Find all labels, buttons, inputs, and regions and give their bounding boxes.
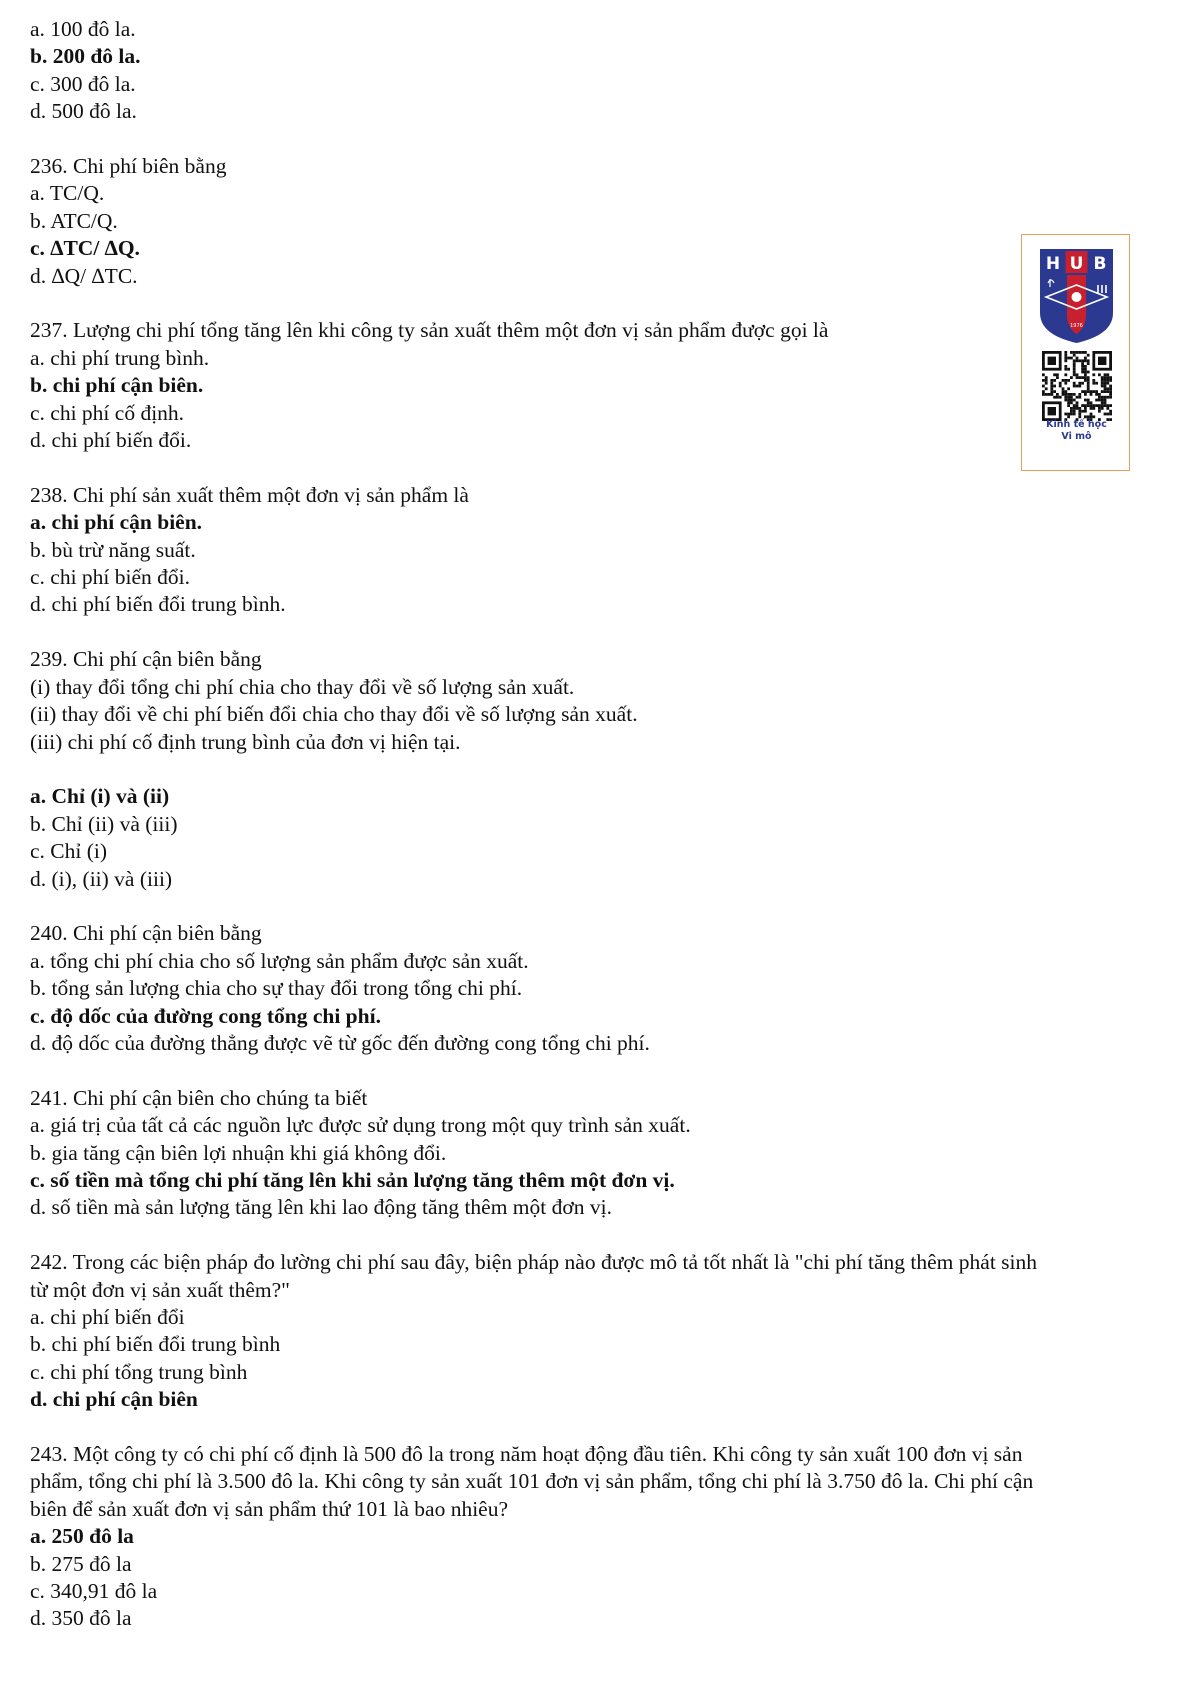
question-stem: 239. Chi phí cận biên bằng [30, 647, 262, 672]
question-stem-line: (i) thay đổi tổng chi phí chia cho thay đổi về số lượng sản xuất. [30, 674, 575, 699]
hub-logo-card [1021, 234, 1130, 471]
answer-option: d. (i), (ii) và (iii) [30, 866, 173, 891]
document-body [30, 16, 1170, 1633]
answer-option: b. 275 đô la [30, 1551, 132, 1576]
question-stem: 237. Lượng chi phí tổng tăng lên khi công ty sản xuất thêm một đơn vị sản phẩm được gọi là [30, 318, 829, 343]
answer-option: c. Chỉ (i) [30, 839, 108, 864]
question-stem: 240. Chi phí cận biên bằng [30, 921, 262, 946]
answer-option: b. gia tăng cận biên lợi nhuận khi giá không đổi. [30, 1140, 447, 1165]
logo-letter-h: H [1045, 254, 1061, 274]
answer-option: d. chi phí biến đổi trung bình. [30, 592, 286, 617]
answer-option: a. tổng chi phí chia cho số lượng sản phẩm được sản xuất. [30, 948, 529, 973]
correct-answer-option: c. ∆TC/ ∆Q. [30, 236, 140, 261]
correct-answer-option: c. độ dốc của đường cong tổng chi phí. [30, 1003, 381, 1028]
answer-option: a. chi phí biến đổi [30, 1304, 185, 1329]
logo-year: 1976 [1070, 323, 1083, 329]
spacer [30, 1057, 1170, 1084]
answer-option: c. 340,91 đô la [30, 1579, 158, 1604]
previous-question-option: b. 200 đô la. [30, 44, 141, 69]
logo-caption-line2: Vi mô [1061, 431, 1092, 442]
correct-answer-option: a. Chỉ (i) và (ii) [30, 784, 170, 809]
spacer [30, 893, 1170, 920]
answer-option: b. tổng sản lượng chia cho sự thay đổi trong tổng chi phí. [30, 976, 523, 1001]
answer-option: d. chi phí biến đổi. [30, 428, 192, 453]
spacer [30, 126, 1170, 153]
logo-caption-line1: Kinh tế học [1046, 419, 1107, 430]
logo-letter-b: B [1093, 254, 1107, 274]
correct-answer-option: a. chi phí cận biên. [30, 510, 203, 535]
spacer [30, 756, 1170, 783]
logo-letter-u: U [1069, 254, 1084, 274]
question-stem: 243. Một công ty có chi phí cố định là 500 đô la trong năm hoạt động đầu tiên. Khi công ty sản xuất 100 đơn vị sản [30, 1441, 1023, 1466]
correct-answer-option: b. chi phí cận biên. [30, 373, 204, 398]
previous-question-option: a. 100 đô la. [30, 17, 136, 41]
question-stem-line: (ii) thay đổi về chi phí biến đổi chia cho thay đổi về số lượng sản xuất. [30, 702, 638, 727]
answer-option: c. chi phí cố định. [30, 400, 185, 425]
answer-option: c. chi phí biến đổi. [30, 565, 191, 590]
question-stem-line: (iii) chi phí cố định trung bình của đơn vị hiện tại. [30, 729, 461, 754]
previous-question-option: d. 500 đô la. [30, 99, 137, 124]
answer-option: d. ∆Q/ ∆TC. [30, 263, 138, 288]
answer-option: d. độ dốc của đường thẳng được vẽ từ gốc đến đường cong tổng chi phí. [30, 1030, 650, 1055]
correct-answer-option: a. 250 đô la [30, 1524, 134, 1549]
spacer [30, 1222, 1170, 1249]
question-stem-line: từ một đơn vị sản xuất thêm?" [30, 1277, 290, 1302]
question-stem-line: phẩm, tổng chi phí là 3.500 đô la. Khi công ty sản xuất 101 đơn vị sản phẩm, tổng chi phí là 3.750 đô la. Chi phí cận [30, 1469, 1034, 1494]
question-stem: 241. Chi phí cận biên cho chúng ta biết [30, 1085, 368, 1110]
answer-option: b. ATC/Q. [30, 208, 118, 233]
correct-answer-option: d. chi phí cận biên [30, 1387, 198, 1412]
hub-shield-icon [1040, 249, 1113, 343]
answer-option: a. chi phí trung bình. [30, 345, 210, 370]
question-stem: 238. Chi phí sản xuất thêm một đơn vị sản phẩm là [30, 482, 469, 507]
answer-option: a. TC/Q. [30, 181, 105, 206]
answer-option: a. giá trị của tất cả các nguồn lực được sử dụng trong một quy trình sản xuất. [30, 1113, 691, 1138]
spacer [30, 619, 1170, 646]
previous-question-option: c. 300 đô la. [30, 71, 136, 96]
answer-option: d. 350 đô la [30, 1606, 132, 1631]
spacer [30, 1414, 1170, 1441]
answer-option: c. chi phí tổng trung bình [30, 1359, 248, 1384]
question-stem-line: biên để sản xuất đơn vị sản phẩm thứ 101 là bao nhiêu? [30, 1496, 508, 1521]
answer-option: b. chi phí biến đổi trung bình [30, 1332, 281, 1357]
spacer [30, 290, 1170, 317]
answer-option: b. bù trừ năng suất. [30, 537, 196, 562]
correct-answer-option: c. số tiền mà tổng chi phí tăng lên khi sản lượng tăng thêm một đơn vị. [30, 1167, 675, 1192]
answer-option: b. Chỉ (ii) và (iii) [30, 811, 178, 836]
answer-option: d. số tiền mà sản lượng tăng lên khi lao động tăng thêm một đơn vị. [30, 1195, 612, 1220]
question-stem: 236. Chi phí biên bằng [30, 154, 227, 179]
question-stem: 242. Trong các biện pháp đo lường chi phí sau đây, biện pháp nào được mô tả tốt nhất là "chi phí tăng thêm phát sinh [30, 1250, 1038, 1275]
qr-code-icon [1042, 351, 1112, 421]
spacer [30, 454, 1170, 481]
